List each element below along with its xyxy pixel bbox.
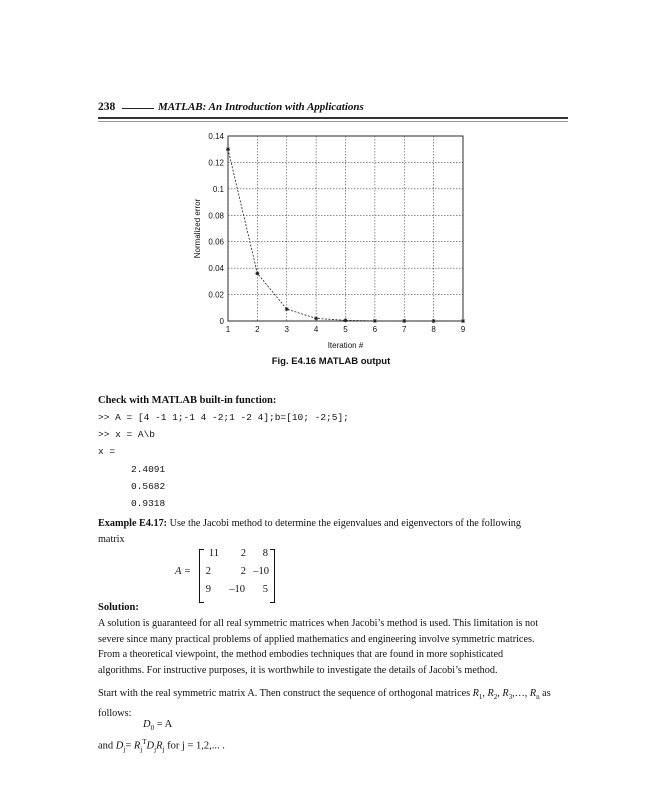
eq2-suffix: for j = 1,2,... . bbox=[167, 740, 225, 752]
solution-line: algorithms. For instructive purposes, it is worthwhile to investigate the details of Jacobi’s method. bbox=[98, 664, 498, 676]
x-tick-label: 6 bbox=[372, 325, 378, 334]
y-tick-label: 0 bbox=[219, 317, 224, 326]
y-tick-label: 0.12 bbox=[208, 158, 224, 168]
data-point-marker bbox=[432, 319, 436, 323]
data-point-marker bbox=[402, 319, 406, 323]
equation-dj: and $D_j= R_j^TD_jR_j$ for j = 1,2,... . bbox=[98, 738, 225, 754]
equation-d0: $D_0 = A$ bbox=[143, 719, 173, 733]
data-point-marker bbox=[226, 147, 230, 151]
example-text bbox=[98, 516, 568, 547]
solution-line: severe since many practical problems of applied mathematics and engineering involve symmetric matrices. bbox=[98, 633, 535, 645]
book-title: MATLAB: An Introduction with Applications bbox=[158, 101, 364, 113]
check-heading: Check with MATLAB built-in function: bbox=[98, 395, 277, 406]
matrix-cell: –10 bbox=[229, 584, 245, 595]
matrix-lhs: A = bbox=[175, 566, 191, 577]
right-bracket bbox=[270, 549, 275, 603]
x-tick-label: 5 bbox=[343, 325, 348, 334]
y-tick-label: 0.04 bbox=[208, 264, 224, 274]
para2-suffix: as bbox=[542, 688, 551, 699]
x-axis-label: Iteration # bbox=[327, 341, 364, 350]
matrix-cell: 2 bbox=[240, 548, 246, 559]
x-tick-label: 2 bbox=[255, 325, 260, 334]
x-tick-label: 8 bbox=[431, 325, 436, 334]
data-point-marker bbox=[255, 271, 259, 275]
code-line-1: >> A = [4 -1 1;-1 4 -2;1 -2 4];b=[10; -2;5]; bbox=[98, 412, 349, 423]
page-number: 238 bbox=[98, 101, 116, 113]
matrix-cell: 11 bbox=[208, 548, 219, 559]
example-label: Example E4.17: bbox=[98, 518, 168, 529]
example-text-line-2: matrix bbox=[98, 533, 125, 545]
eq1-rhs: = A bbox=[156, 719, 173, 730]
header-dash bbox=[122, 108, 154, 109]
x-tick-label: 1 bbox=[225, 325, 231, 334]
code-line-3: x = bbox=[98, 446, 116, 457]
solution-paragraph-1 bbox=[98, 616, 568, 678]
data-point-marker bbox=[314, 316, 318, 320]
matrix-cell: 5 bbox=[262, 584, 268, 595]
result-value-3: 0.9318 bbox=[131, 498, 166, 509]
solution-line: A solution is guaranteed for all real symmetric matrices when Jacobi’s method is used. This limitation is not bbox=[98, 618, 539, 629]
result-value-2: 0.5682 bbox=[131, 481, 166, 492]
matrix-cell: –10 bbox=[253, 566, 269, 577]
header-rule-thin bbox=[98, 121, 568, 122]
eq2-prefix: and bbox=[98, 740, 114, 752]
solution-paragraph-2: Start with the real symmetric matrix A. Then construct the sequence of orthogonal matrices $R_1$, $R_2$, $R_3,\dots$, $R_n$ as follows: bbox=[98, 688, 551, 719]
x-tick-label: 7 bbox=[402, 325, 407, 334]
para2-prefix: Start with the real symmetric matrix A. Then construct the sequence of orthogonal matrices bbox=[98, 688, 471, 699]
x-tick-label: 4 bbox=[313, 325, 319, 334]
solution-line: From a theoretical viewpoint, the method embodies techniques that are found in more sophisticated bbox=[98, 649, 504, 660]
y-tick-label: 0.02 bbox=[208, 290, 224, 300]
matrix-cell: 9 bbox=[205, 584, 211, 595]
example-text-line-1: Use the Jacobi method to determine the eigenvalues and eigenvectors of the following bbox=[169, 518, 521, 529]
data-point-marker bbox=[344, 318, 348, 322]
x-tick-label: 3 bbox=[284, 325, 289, 334]
y-tick-label: 0.14 bbox=[208, 132, 224, 141]
header-rule bbox=[98, 117, 568, 119]
para2-line-2: follows: bbox=[98, 707, 132, 719]
y-tick-label: 0.1 bbox=[212, 184, 224, 194]
solution-heading: Solution: bbox=[98, 602, 139, 613]
matrix-cell: 2 bbox=[240, 566, 246, 577]
code-line-2: >> x = A\b bbox=[98, 429, 156, 440]
x-tick-label: 9 bbox=[460, 325, 466, 334]
figure-caption: Fig. E4.16 MATLAB output bbox=[271, 356, 391, 367]
y-tick-label: 0.06 bbox=[208, 237, 224, 247]
y-tick-label: 0.08 bbox=[208, 211, 224, 221]
data-point-marker bbox=[285, 307, 289, 311]
y-axis-label: Normalized error bbox=[193, 198, 202, 259]
data-point-marker bbox=[373, 319, 377, 323]
data-point-marker bbox=[461, 319, 465, 323]
result-value-1: 2.4091 bbox=[131, 464, 166, 475]
normalized-error-chart bbox=[185, 128, 485, 356]
matrix-cell: 2 bbox=[205, 566, 211, 577]
matrix-cell: 8 bbox=[262, 548, 268, 559]
